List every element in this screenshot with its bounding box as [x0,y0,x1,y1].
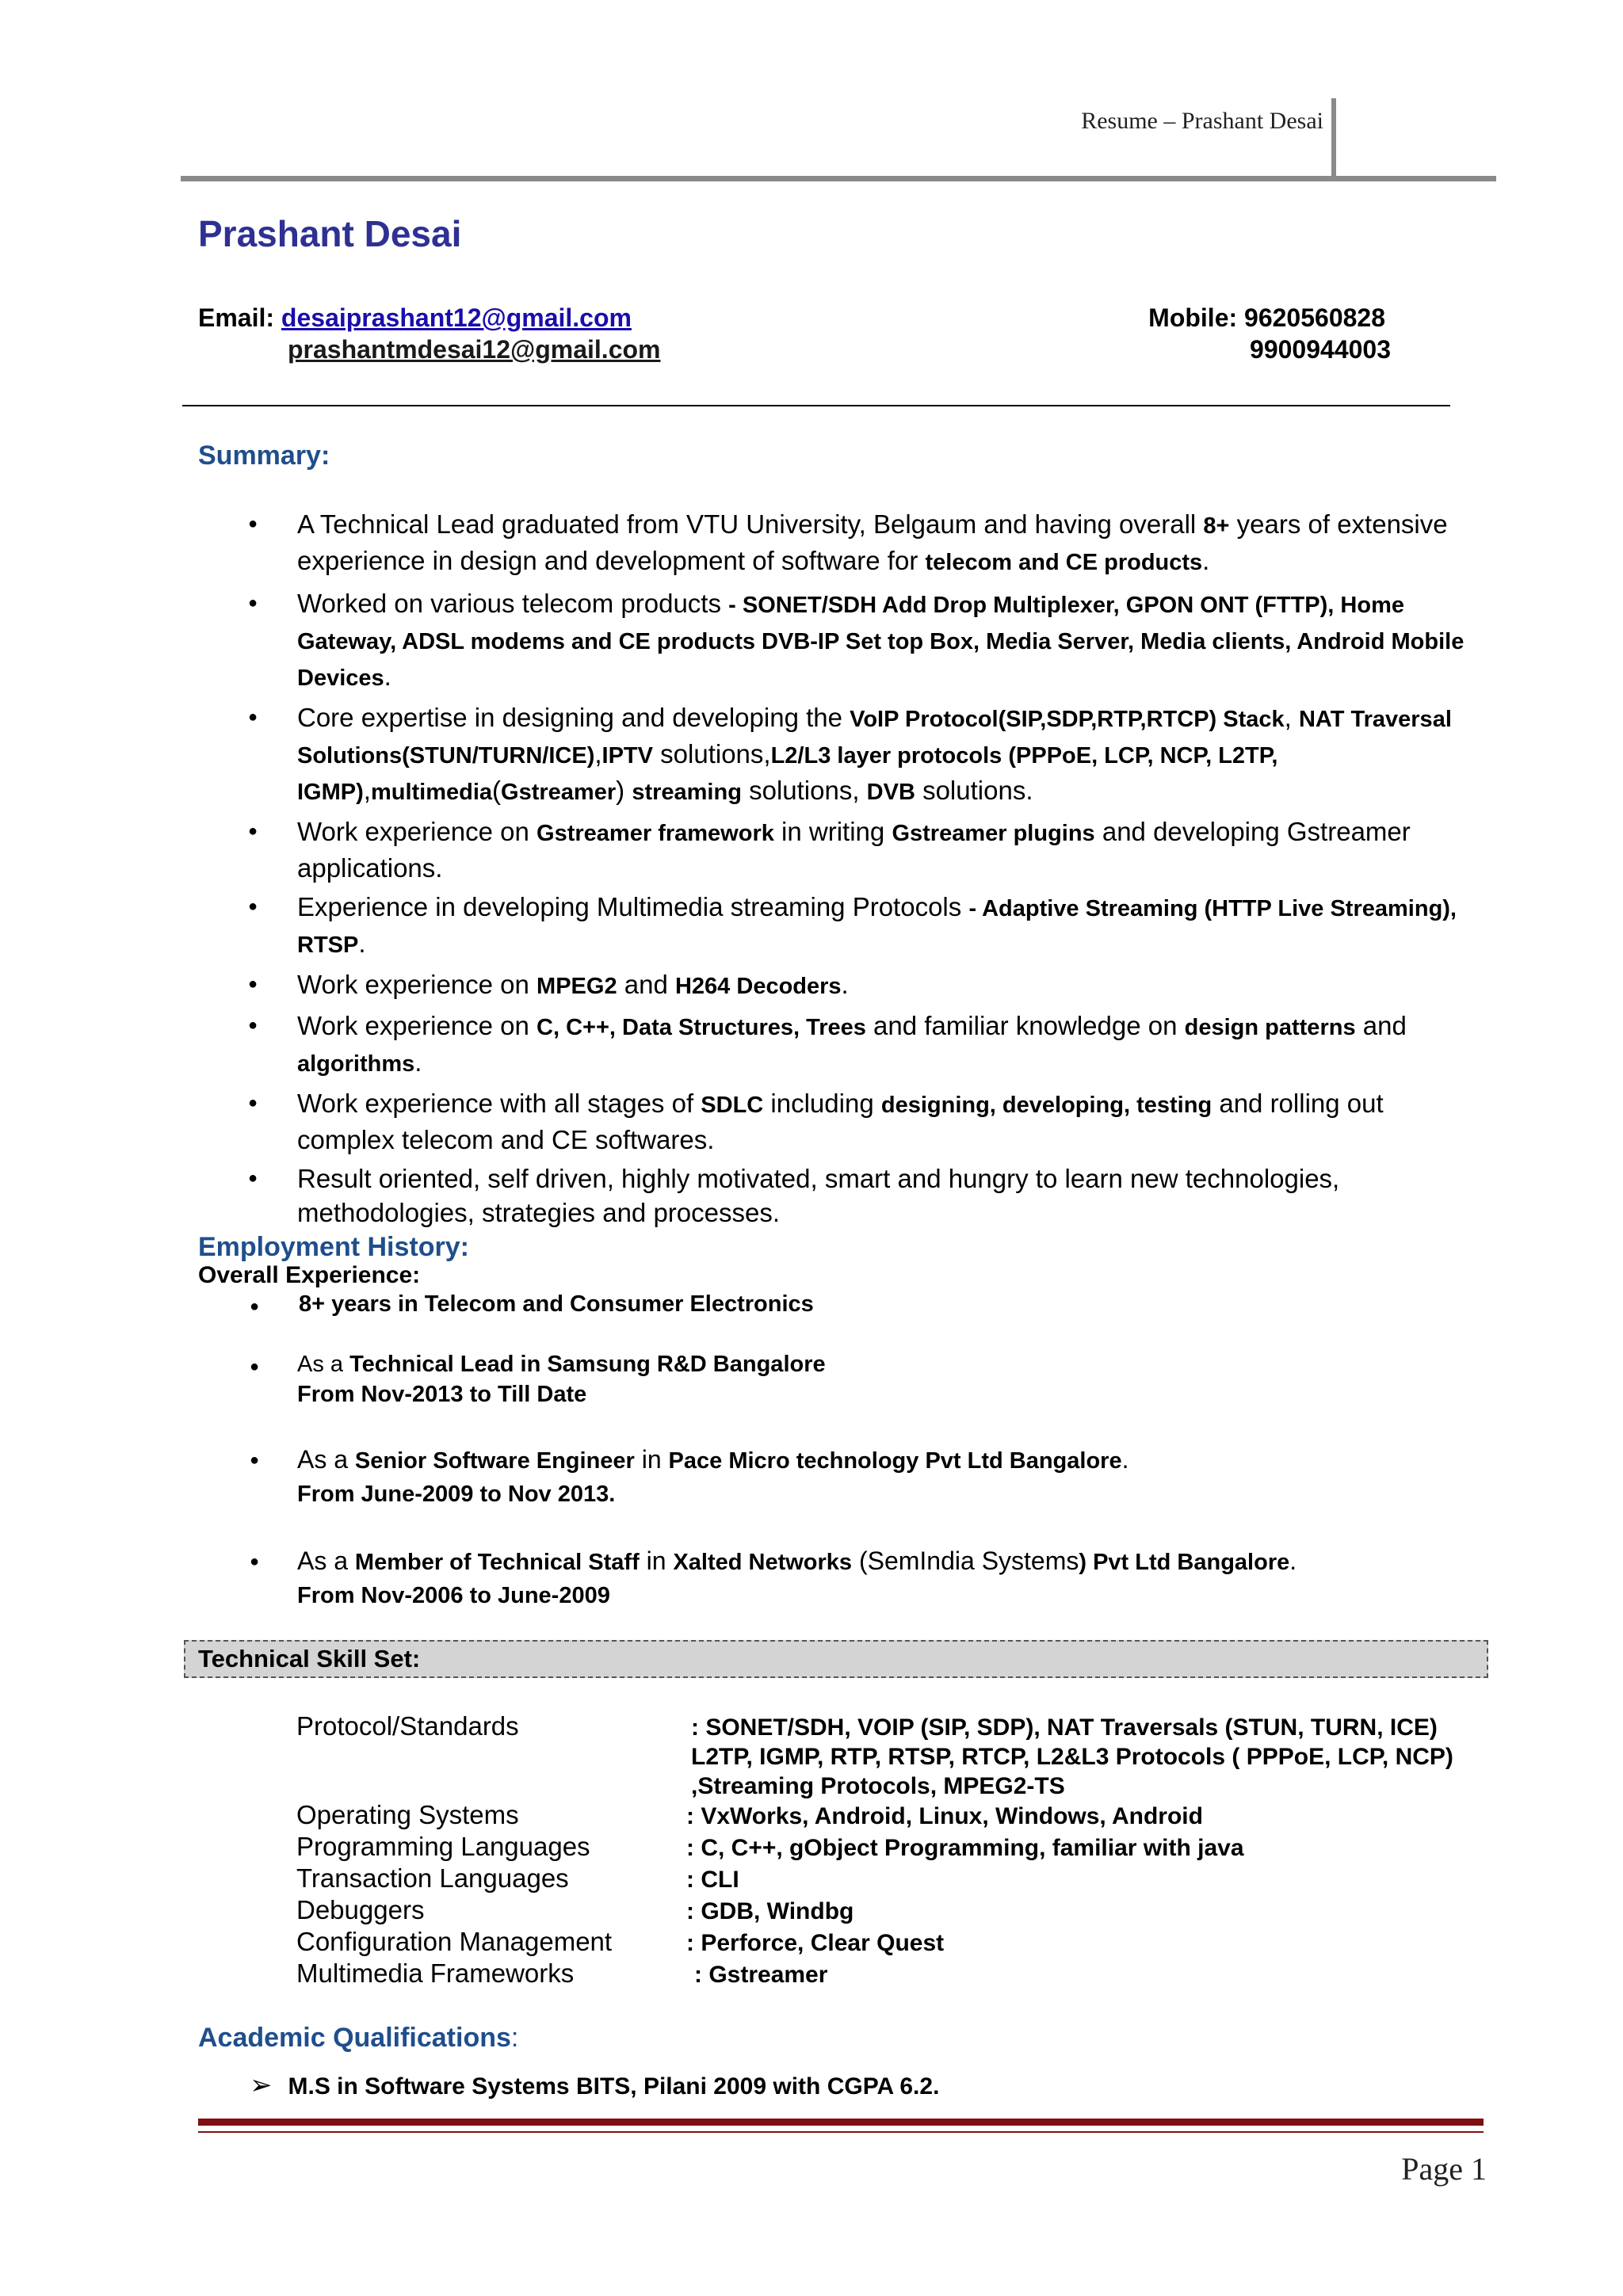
job-2-mid: in [634,1445,669,1474]
skills-banner [184,1640,1488,1678]
job-1-role: Technical Lead in Samsung R&D Bangalore [349,1352,826,1377]
summary-segment: and [1355,1011,1407,1040]
academic-item-text: M.S in Software Systems BITS, Pilani 2009 with CGPA 6.2. [288,2073,940,2100]
bullet-icon: ● [250,1358,260,1375]
summary-segment: H264 Decoders [674,974,842,999]
summary-segment: IPTV [601,743,653,769]
summary-item [242,507,1486,580]
summary-segment: years of extensive experience in design and development of software for [297,509,1448,575]
email-link-primary[interactable]: desaiprashant12@gmail.com [281,303,632,332]
summary-item [242,586,1486,696]
overall-experience-label: Overall Experience: [198,1262,421,1288]
summary-segment: telecom and CE products [925,550,1203,575]
summary-list [242,507,1486,1234]
summary-segment: designing, developing, testing [880,1093,1212,1118]
skill-label: Protocol/Standards [296,1711,519,1741]
summary-segment: Worked on various telecom products [297,589,729,618]
summary-segment: and rolling out complex telecom and CE softwares. [297,1089,1384,1154]
summary-segment: , [594,739,602,769]
skill-value: : SONET/SDH, VOIP (SIP, SDP), NAT Traversals (STUN, TURN, ICE) L2TP, IGMP, RTP, RTSP, RTCP, L2&L3 Protocols ( PPPoE, LCP, NCP) ,Streaming Protocols, MPEG2-TS [691,1714,1453,1799]
footer-rule-thin [198,2131,1484,2133]
mobile-line-1 [1148,303,1385,333]
summary-segment: ) [616,776,632,805]
skill-value: : Perforce, Clear Quest [686,1930,945,1956]
overall-experience-item [250,1291,1486,1323]
job-3-company2: ) Pvt Ltd Bangalore [1079,1550,1290,1575]
summary-segment: - Adaptive Streaming (HTTP Live Streaming), RTSP [297,896,1457,958]
summary-segment: Gstreamer [501,780,617,805]
job-3-period: From Nov-2006 to June-2009 [297,1583,610,1608]
summary-item [242,1086,1486,1157]
summary-segment: and developing Gstreamer applications. [297,817,1411,883]
header-vertical-bar [1331,98,1336,181]
skill-label: Multimedia Frameworks [296,1958,575,1988]
summary-segment: . [384,662,391,691]
header-title: Resume – Prashant Desai [1081,108,1323,134]
email-line-2 [288,335,660,364]
summary-segment: A Technical Lead graduated from VTU University, Belgaum and having overall [297,509,1204,539]
summary-segment: and familiar knowledge on [865,1011,1185,1040]
page-number: Page 1 [1401,2151,1487,2187]
skill-label: Debuggers [296,1895,425,1924]
skill-label: Programming Languages [296,1832,590,1861]
summary-segment: including [763,1089,881,1118]
summary-segment: . [1202,546,1210,575]
academics-title-colon: : [510,2023,519,2053]
job-2-role: Senior Software Engineer [354,1448,635,1474]
skill-label: Operating Systems [296,1800,519,1829]
summary-segment: VoIP Protocol(SIP,SDP,RTP,RTCP) Stack [850,707,1285,732]
skill-label: Configuration Management [296,1927,613,1956]
summary-segment: Work experience with all stages of [297,1089,701,1118]
skill-label: Transaction Languages [296,1863,569,1893]
employment-title: Employment History: [198,1232,469,1262]
summary-segment: Experience in developing Multimedia streaming Protocols [297,892,969,921]
job-1-period: From Nov-2013 to Till Date [297,1382,587,1407]
summary-segment: multimedia [370,780,493,805]
summary-segment: ( [492,776,502,805]
academic-item [250,2069,939,2101]
summary-segment: C, C++, Data Structures, Trees [537,1015,866,1040]
header-rule [181,176,1496,181]
skill-value: : GDB, Windbg [686,1898,854,1924]
job-3-mid: in [639,1547,674,1575]
summary-segment: solutions, [653,739,771,769]
summary-segment: solutions, [741,776,867,805]
summary-item [242,890,1486,963]
arrow-bullet-icon: ➢ [250,2070,273,2100]
skills-title: Technical Skill Set: [198,1645,421,1672]
summary-segment: algorithms [297,1051,415,1077]
summary-segment: Result oriented, self driven, highly motivated, smart and hungry to learn new technologies, methodologies, strategies and processes. [297,1164,1340,1227]
summary-segment: . [414,1047,422,1077]
summary-item [242,814,1486,885]
summary-segment: NAT Traversal Solutions(STUN/TURN/ICE) [297,707,1452,769]
summary-segment: Work experience on [297,817,537,846]
job-2-period: From June-2009 to Nov 2013. [297,1482,616,1507]
bullet-icon: ● [250,1553,260,1570]
skill-value: : CLI [686,1867,739,1893]
candidate-name: Prashant Desai [198,213,462,254]
job-2-title-line [297,1445,1128,1474]
email-line-1 [198,303,632,333]
skill-value: : Gstreamer [694,1962,828,1988]
summary-segment: . [358,929,366,958]
job-3-prefix: As a [297,1547,355,1575]
job-entry-3 [250,1547,1486,1610]
summary-segment: - SONET/SDH Add Drop Multiplexer, GPON ONT (FTTP), Home Gateway, ADSL modems and CE products DVB-IP Set top Box, Media Server, Media clients, Android Mobile Devices [297,593,1465,691]
job-3-role: Member of Technical Staff [354,1550,640,1575]
summary-segment: Gstreamer plugins [892,821,1095,846]
summary-item [242,700,1486,810]
footer-rule-thick [198,2119,1484,2126]
bullet-icon: ● [250,1451,260,1469]
summary-segment: in writing [773,817,892,846]
overall-experience-text: 8+ years in Telecom and Consumer Electronics [299,1291,814,1317]
summary-segment: design patterns [1184,1015,1356,1040]
summary-segment: , [1284,703,1299,732]
email-link-secondary[interactable]: prashantmdesai12@gmail.com [288,335,661,364]
summary-segment: 8+ [1203,513,1230,539]
job-3-company: Xalted Networks [673,1550,853,1575]
contact-divider [182,405,1450,406]
academics-title [198,2023,518,2054]
mobile-number-1: 9620560828 [1244,303,1385,332]
job-2-period-line [297,1482,615,1508]
summary-item [242,1161,1486,1230]
summary-item [242,1009,1486,1081]
summary-segment: L2/L3 layer protocols (PPPoE, LCP, NCP, L2TP, IGMP) [297,743,1278,805]
summary-segment: Core expertise in designing and developing the [297,703,850,732]
job-2-company: Pace Micro technology Pvt Ltd Bangalore [668,1448,1122,1474]
job-3-title-line [297,1547,1296,1576]
summary-segment: solutions. [915,776,1033,805]
mobile-label: Mobile: [1148,303,1238,332]
job-2-end: . [1121,1445,1129,1474]
job-2-prefix: As a [297,1445,355,1474]
summary-item [242,967,1486,1004]
summary-segment: MPEG2 [537,974,617,999]
summary-segment: Work experience on [297,970,537,999]
job-3-end: . [1289,1547,1297,1575]
skill-value: : VxWorks, Android, Linux, Windows, Android [686,1803,1203,1829]
academics-title-text: Academic Qualifications [198,2023,511,2053]
job-3-mid2: (SemIndia Systems [852,1547,1079,1575]
summary-segment: Work experience on [297,1011,537,1040]
summary-segment: Gstreamer framework [537,821,774,846]
email-label: Email: [198,303,275,332]
job-1-prefix: As a [297,1352,350,1377]
summary-segment: DVB [866,780,915,805]
summary-segment: SDLC [701,1093,764,1118]
bullet-icon: ● [250,1298,260,1315]
mobile-number-2: 9900944003 [1250,335,1391,364]
summary-segment: . [841,970,849,999]
job-entry-2 [250,1445,1486,1508]
summary-segment: and [617,970,675,999]
summary-segment: streaming [632,780,742,805]
summary-title: Summary: [198,441,330,471]
skill-value: : C, C++, gObject Programming, familiar with java [686,1835,1244,1861]
job-entry-1 [250,1352,1486,1415]
job-1-title-line [297,1352,826,1378]
summary-segment: , [363,776,371,805]
